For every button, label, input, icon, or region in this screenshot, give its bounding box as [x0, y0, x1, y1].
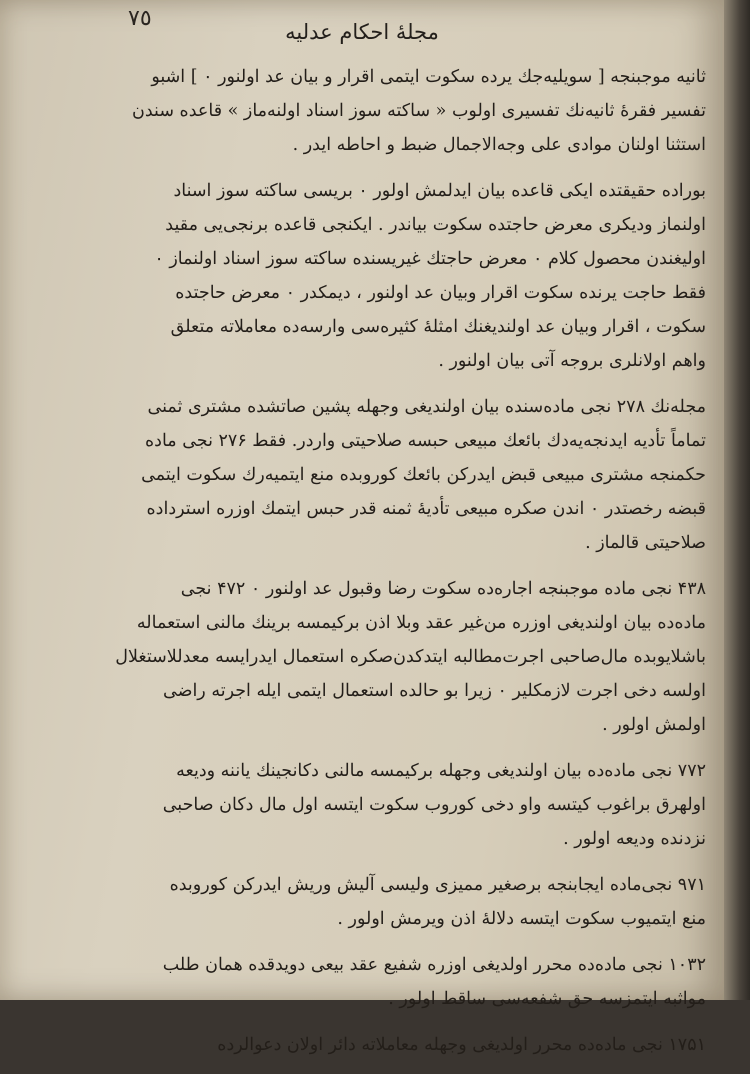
text-line: واهم اولانلری بروجه آتی بیان اولنور . [438, 351, 706, 371]
text-line: حکمنجه مشتری مبیعی قبض ایدرکن بائعك کوروبده منع ایتمیه‌رك سکوت ایتمی [141, 465, 706, 485]
text-line: اولمش اولور . [602, 715, 706, 735]
text-line: استثنا اولنان موادی علی وجه‌الاجمال ضبط و احاطه ایدر . [292, 135, 706, 155]
body-text [86, 60, 706, 1074]
text-line: بوراده حقیقتده ایکی قاعده بیان ایدلمش اولور ۰ بریسی ساکته سوز اسناد [173, 181, 706, 201]
text-line: ۷۷۲ نجی ماده‌ده بیان اولندیغی وجهله برکیمسه مالنی دکانجینك یاننه ودیعه [176, 761, 706, 781]
paragraph [86, 60, 706, 162]
paragraph [86, 948, 706, 1016]
text-line: ۹۷۱ نجی‌ماده ایجابنجه برصغیر ممیزی ولیسی آلیش وریش ایدرکن کوروبده [169, 875, 706, 895]
text-line: قبضه رخصتدر ۰ اندن صکره مبیعی تأدیهٔ ثمنه قدر حبس ایتمك اوزره استرداده [146, 499, 706, 519]
running-head: مجلۀ احکام عدلیه [285, 20, 439, 44]
text-line: ۱۰۳۲ نجی ماده‌ده محرر اولدیغی اوزره شفیع عقد بیعی دویدقده همان طلب [162, 955, 706, 975]
text-line: فقط حاجت یرنده سکوت اقرار وبیان عد اولنور ، دیمکدر ۰ معرض حاجتده [175, 283, 706, 303]
paragraph [86, 868, 706, 936]
paragraph [86, 1028, 706, 1062]
page-edge-shadow [724, 0, 750, 1000]
paragraph [86, 572, 706, 742]
text-line: مواثبه ایتمزسه حق شفعه‌سی ساقط اولور . [388, 989, 706, 1009]
text-line: صلاحیتی قالماز . [585, 533, 706, 553]
text-line: منع ایتمیوب سکوت ایتسه دلالهٔ اذن ویرمش اولور . [337, 909, 706, 929]
text-line: تفسیر فقره‌ٔ ثانیه‌نك تفسیری اولوب « ساکته سوز اسناد اولنه‌ماز » قاعده سندن [132, 101, 706, 121]
page-number: ٧٥ [128, 6, 152, 31]
text-line: ماده‌ده بیان اولندیغی اوزره من‌غیر عقد وبلا اذن برکیمسه برینك مالنی استعماله [136, 613, 706, 633]
text-line: ثانیه موجبنجه [ سویلیه‌جك یرده سکوت ایتمی اقرار و بیان عد اولنور ۰ ] اشبو [151, 67, 706, 87]
text-line: نزدنده ودیعه اولور . [563, 829, 706, 849]
text-line: ۴۳۸ نجی ماده موجبنجه اجاره‌ده سکوت رضا وقبول عد اولنور ۰ ۴۷۲ نجی [180, 579, 706, 599]
paragraph [86, 174, 706, 378]
text-line: سکوت ، اقرار وبیان عد اولندیغنك امثلهٔ کثیره‌سی وارسه‌ده معاملاته متعلق [170, 317, 706, 337]
text-line: باشلایوبده مال‌صاحبی اجرت‌مطالبه ایتدکدن‌صکره استعمال ایدرایسه معدللاستغلال [115, 647, 706, 667]
text-line: اولنماز ودیکری معرض حاجتده سکوت بیاندر . ایکنجی قاعده برنجی‌یی مقید [165, 215, 706, 235]
paragraph [86, 390, 706, 560]
text-line: ۱۷۵۱ نجی ماده‌ده محرر اولدیغی وجهله معاملاته دائر اولان دعوالرده [217, 1035, 706, 1055]
paragraph [86, 754, 706, 856]
text-line: اولیغندن محصول کلام ۰ معرض حاجتك غیریسنده ساکته سوز اسناد اولنماز ۰ [154, 249, 706, 269]
text-line: اولسه دخی اجرت لازمکلیر ۰ زیرا بو حالده استعمال ایتمی ایله اجرته راضی [163, 681, 706, 701]
text-line: اولهرق براغوب کیتسه واو دخی کوروب سکوت ایتسه اول مال دکان صاحبی [162, 795, 706, 815]
text-line: تماماً تأدیه ایدنجه‌یه‌دك بائعك مبیعی حبسه صلاحیتی واردر. فقط ۲۷۶ نجی ماده [144, 431, 706, 451]
text-line: مجله‌نك ۲۷۸ نجی ماده‌سنده بیان اولندیغی وجهله پشین صاتشده مشتری ثمنی [147, 397, 706, 417]
